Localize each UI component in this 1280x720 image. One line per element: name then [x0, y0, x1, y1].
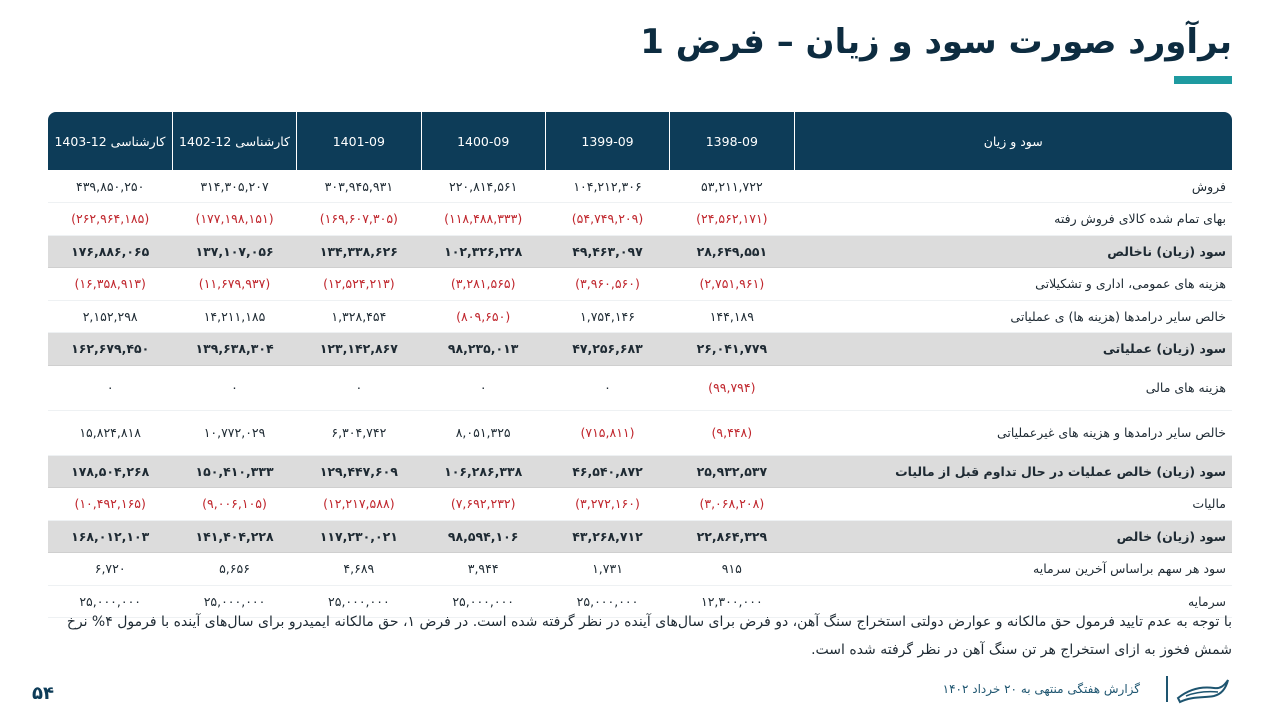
row-value: ۱,۷۳۱	[545, 553, 669, 586]
row-value: ۲۵,۰۰۰,۰۰۰	[421, 585, 545, 618]
row-value: ۱۷۶,۸۸۶,۰۶۵	[48, 235, 172, 268]
table-row	[48, 235, 1232, 268]
header-col-2: 1399-09	[545, 112, 669, 170]
row-value: ۰	[545, 365, 669, 410]
row-value: (۲۶۲,۹۶۴,۱۸۵)	[48, 203, 172, 236]
row-value: ۱۱۷,۲۳۰,۰۲۱	[297, 520, 421, 553]
header-col-1: 1398-09	[670, 112, 794, 170]
header-col-4: 1401-09	[297, 112, 421, 170]
row-value: ۱۵۰,۴۱۰,۳۳۳	[172, 455, 296, 488]
row-value: ۲۲,۸۶۴,۳۲۹	[670, 520, 794, 553]
row-value: ۹۸,۵۹۴,۱۰۶	[421, 520, 545, 553]
row-value: ۱۲۹,۴۴۷,۶۰۹	[297, 455, 421, 488]
row-value: ۳,۹۴۴	[421, 553, 545, 586]
header-col-6: کارشناسی 12-1403	[48, 112, 172, 170]
row-value: ۱۳۴,۳۳۸,۶۲۶	[297, 235, 421, 268]
table-row	[48, 488, 1232, 521]
row-value: (۷,۶۹۲,۲۳۲)	[421, 488, 545, 521]
row-value: (۳,۰۶۸,۲۰۸)	[670, 488, 794, 521]
footnote: با توجه به عدم تایید فرمول حق مالکانه و عوارض دولتی استخراج سنگ آهن، دو فرض برای سال‌های آینده در نظر گرفته شده است. در فرض ۱، حق مالکانه ایمیدرو برای سال‌های آینده با فرمول ۴% نرخ شمش فخوز به ازای استخراج هر تن سنگ آهن در نظر گرفته شده است.	[66, 614, 1232, 658]
table-row	[48, 553, 1232, 586]
row-value: ۲۵,۹۳۲,۵۳۷	[670, 455, 794, 488]
page-number: ۵۴	[32, 683, 54, 704]
row-value: ۱,۳۲۸,۴۵۴	[297, 300, 421, 333]
row-value: ۲,۱۵۲,۲۹۸	[48, 300, 172, 333]
table-row	[48, 365, 1232, 410]
row-value: ۵۳,۲۱۱,۷۲۲	[670, 170, 794, 203]
row-value: ۲۵,۰۰۰,۰۰۰	[172, 585, 296, 618]
row-value: ۴۷,۲۵۶,۶۸۳	[545, 333, 669, 366]
table-row	[48, 300, 1232, 333]
table-body	[48, 170, 1232, 618]
row-value: (۲,۷۵۱,۹۶۱)	[670, 268, 794, 301]
row-value: ۲۵,۰۰۰,۰۰۰	[545, 585, 669, 618]
row-value: ۶,۷۲۰	[48, 553, 172, 586]
row-value: (۳,۲۷۲,۱۶۰)	[545, 488, 669, 521]
table-row	[48, 520, 1232, 553]
row-value: ۲۲۰,۸۱۴,۵۶۱	[421, 170, 545, 203]
footer-separator	[1166, 676, 1168, 702]
row-value: ۱۰۶,۲۸۶,۳۳۸	[421, 455, 545, 488]
table-row	[48, 170, 1232, 203]
row-label: سود (زیان) خالص	[794, 520, 1232, 553]
row-label: سود (زیان) عملیاتی	[794, 333, 1232, 366]
row-value: (۹,۰۰۶,۱۰۵)	[172, 488, 296, 521]
income-statement-table-container	[48, 112, 1232, 618]
row-value: (۱۲,۲۱۷,۵۸۸)	[297, 488, 421, 521]
row-value: ۱,۷۵۴,۱۴۶	[545, 300, 669, 333]
row-label: سود (زیان) ناخالص	[794, 235, 1232, 268]
row-value: ۹۱۵	[670, 553, 794, 586]
row-value: ۰	[172, 365, 296, 410]
row-value: ۱۴۱,۴۰۴,۲۲۸	[172, 520, 296, 553]
row-value: ۰	[297, 365, 421, 410]
table-header-row	[48, 112, 1232, 170]
row-value: ۱۲,۳۰۰,۰۰۰	[670, 585, 794, 618]
row-value: ۱۰,۷۷۲,۰۲۹	[172, 410, 296, 455]
row-label: مالیات	[794, 488, 1232, 521]
row-value: (۱۷۷,۱۹۸,۱۵۱)	[172, 203, 296, 236]
row-label: خالص سایر درامدها (هزینه ها) ی عملیاتی	[794, 300, 1232, 333]
table-row	[48, 203, 1232, 236]
row-value: ۴,۶۸۹	[297, 553, 421, 586]
row-value: ۹۸,۲۳۵,۰۱۳	[421, 333, 545, 366]
row-value: ۰	[421, 365, 545, 410]
row-value: (۳,۲۸۱,۵۶۵)	[421, 268, 545, 301]
row-value: ۱۳۹,۶۳۸,۳۰۴	[172, 333, 296, 366]
row-value: (۱۱۸,۴۸۸,۳۳۳)	[421, 203, 545, 236]
table-row	[48, 268, 1232, 301]
table-row	[48, 410, 1232, 455]
row-value: ۱۴,۲۱۱,۱۸۵	[172, 300, 296, 333]
row-value: ۴۶,۵۴۰,۸۷۲	[545, 455, 669, 488]
table-row	[48, 333, 1232, 366]
row-label: سود (زیان) خالص عملیات در حال تداوم قبل از مالیات	[794, 455, 1232, 488]
header-col-3: 1400-09	[421, 112, 545, 170]
row-value: ۲۶,۰۴۱,۷۷۹	[670, 333, 794, 366]
row-value: (۲۴,۵۶۲,۱۷۱)	[670, 203, 794, 236]
row-value: ۱۷۸,۵۰۴,۲۶۸	[48, 455, 172, 488]
row-value: ۸,۰۵۱,۳۲۵	[421, 410, 545, 455]
table-row	[48, 455, 1232, 488]
row-label: خالص سایر درامدها و هزینه های غیرعملیاتی	[794, 410, 1232, 455]
row-value: (۵۴,۷۴۹,۲۰۹)	[545, 203, 669, 236]
income-statement-table	[48, 112, 1232, 618]
row-value: (۱۲,۵۲۴,۲۱۳)	[297, 268, 421, 301]
row-value: ۱۲۳,۱۴۲,۸۶۷	[297, 333, 421, 366]
page-title: برآورد صورت سود و زیان – فرض 1	[640, 22, 1232, 62]
row-value: ۵,۶۵۶	[172, 553, 296, 586]
row-value: (۳,۹۶۰,۵۶۰)	[545, 268, 669, 301]
row-value: (۱۶,۳۵۸,۹۱۳)	[48, 268, 172, 301]
row-value: ۲۸,۶۴۹,۵۵۱	[670, 235, 794, 268]
row-value: (۱۱,۶۷۹,۹۳۷)	[172, 268, 296, 301]
row-value: ۱۰۴,۲۱۲,۳۰۶	[545, 170, 669, 203]
row-value: ۴۳۹,۸۵۰,۲۵۰	[48, 170, 172, 203]
row-value: ۳۱۴,۳۰۵,۲۰۷	[172, 170, 296, 203]
row-label: بهای تمام شده کالای فروش رفته	[794, 203, 1232, 236]
row-value: ۲۵,۰۰۰,۰۰۰	[297, 585, 421, 618]
row-value: ۱۴۴,۱۸۹	[670, 300, 794, 333]
row-value: (۸۰۹,۶۵۰)	[421, 300, 545, 333]
row-label: هزینه های عمومی، اداری و تشکیلاتی	[794, 268, 1232, 301]
row-value: ۱۵,۸۲۴,۸۱۸	[48, 410, 172, 455]
row-value: (۷۱۵,۸۱۱)	[545, 410, 669, 455]
row-value: ۱۳۷,۱۰۷,۰۵۶	[172, 235, 296, 268]
row-value: ۲۵,۰۰۰,۰۰۰	[48, 585, 172, 618]
row-label: فروش	[794, 170, 1232, 203]
row-label: هزینه های مالی	[794, 365, 1232, 410]
row-value: ۱۰۲,۳۲۶,۲۲۸	[421, 235, 545, 268]
row-value: (۱۰,۴۹۲,۱۶۵)	[48, 488, 172, 521]
footer-text: گزارش هفتگی منتهی به ۲۰ خرداد ۱۴۰۲	[942, 682, 1140, 696]
header-col-5: کارشناسی 12-1402	[172, 112, 296, 170]
row-value: (۹,۴۴۸)	[670, 410, 794, 455]
row-value: (۹۹,۷۹۴)	[670, 365, 794, 410]
row-value: (۱۶۹,۶۰۷,۳۰۵)	[297, 203, 421, 236]
row-label: سود هر سهم براساس آخرین سرمایه	[794, 553, 1232, 586]
title-accent-bar	[1174, 76, 1232, 84]
row-value: ۳۰۳,۹۴۵,۹۳۱	[297, 170, 421, 203]
row-label: سرمایه	[794, 585, 1232, 618]
row-value: ۴۹,۴۶۳,۰۹۷	[545, 235, 669, 268]
row-value: ۱۶۸,۰۱۲,۱۰۳	[48, 520, 172, 553]
row-value: ۶,۳۰۴,۷۴۲	[297, 410, 421, 455]
row-value: ۰	[48, 365, 172, 410]
row-value: ۱۶۲,۶۷۹,۴۵۰	[48, 333, 172, 366]
row-value: ۴۳,۲۶۸,۷۱۲	[545, 520, 669, 553]
header-label: سود و زیان	[794, 112, 1232, 170]
company-logo-icon	[1174, 676, 1232, 704]
